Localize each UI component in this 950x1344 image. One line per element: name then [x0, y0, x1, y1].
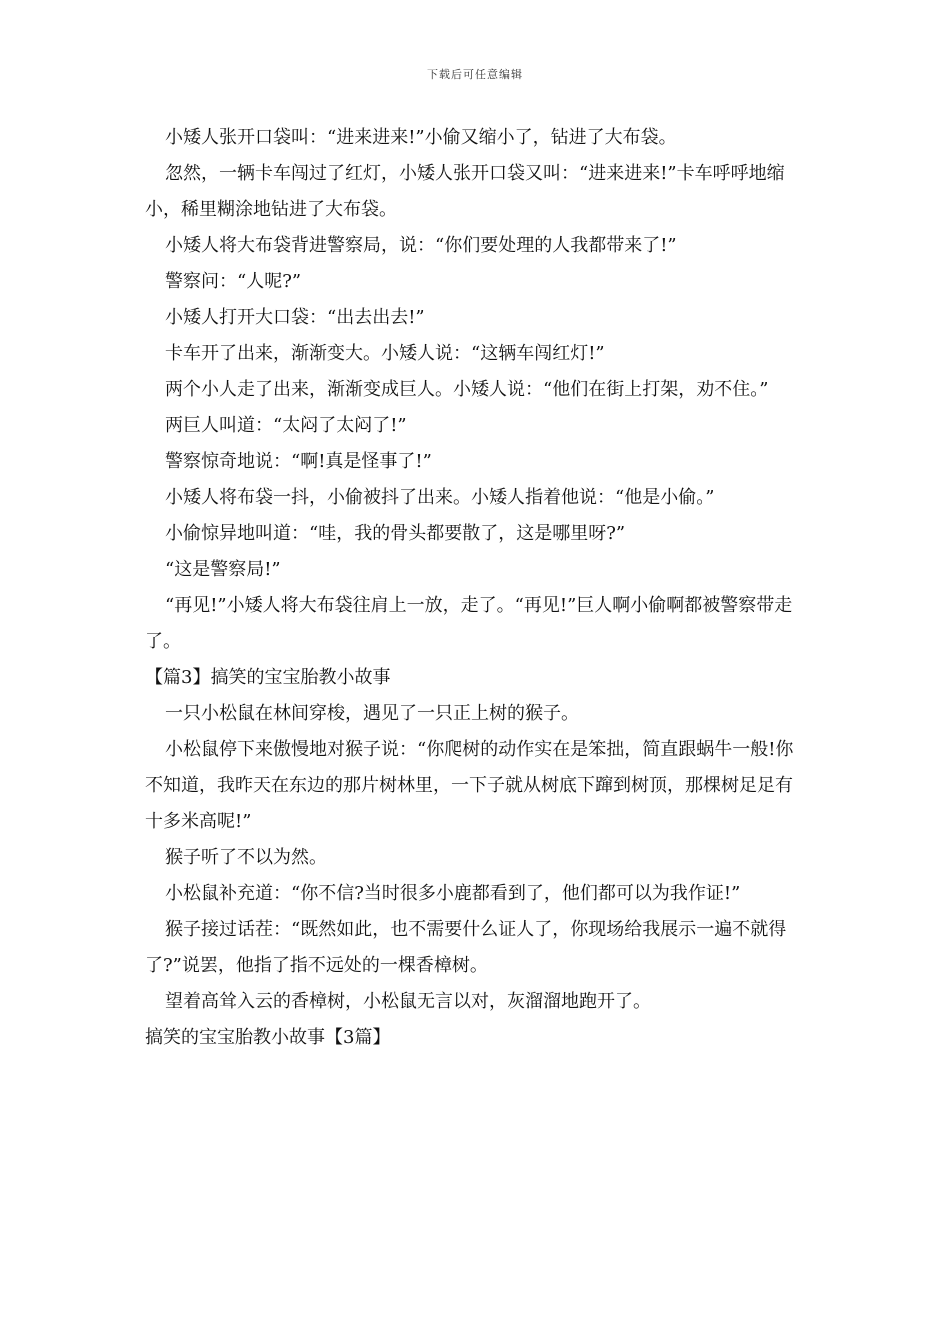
paragraph: 忽然，一辆卡车闯过了红灯，小矮人张开口袋又叫：“进来进来!”卡车呼呼地缩小，稀里糊涂地钻进了大布袋。 [145, 163, 785, 220]
paragraph: 小矮人将大布袋背进警察局，说：“你们要处理的人我都带来了!” [165, 235, 677, 256]
paragraph: 小偷惊异地叫道：“哇，我的骨头都要散了，这是哪里呀?” [165, 523, 626, 544]
paragraph: 小矮人将布袋一抖，小偷被抖了出来。小矮人指着他说：“他是小偷。” [165, 487, 715, 508]
paragraph: 小矮人打开大口袋：“出去出去!” [165, 307, 425, 328]
paragraph: 一只小松鼠在林间穿梭，遇见了一只正上树的猴子。 [165, 703, 579, 724]
paragraph: 猴子接过话茬：“既然如此，也不需要什么证人了，你现场给我展示一遍不就得了?”说罢，他指了指不远处的一棵香樟树。 [145, 919, 787, 976]
document-title-footer: 搞笑的宝宝胎教小故事【3篇】 [145, 1027, 391, 1048]
paragraph: 小松鼠停下来傲慢地对猴子说：“你爬树的动作实在是笨拙，简直跟蜗牛一般!你不知道，我昨天在东边的那片树林里，一下子就从树底下蹿到树顶，那棵树足足有十多米高呢!” [145, 739, 794, 832]
paragraph: 卡车开了出来，渐渐变大。小矮人说：“这辆车闯红灯!” [165, 343, 605, 364]
paragraph: 警察惊奇地说：“啊!真是怪事了!” [165, 451, 432, 472]
paragraph: 望着高耸入云的香樟树，小松鼠无言以对，灰溜溜地跑开了。 [165, 991, 651, 1012]
paragraph: “再见!”小矮人将大布袋往肩上一放，走了。“再见!”巨人啊小偷啊都被警察带走了。 [145, 595, 793, 652]
paragraph: 两巨人叫道：“太闷了太闷了!” [165, 415, 407, 436]
section-heading: 【篇3】搞笑的宝宝胎教小故事 [145, 667, 391, 688]
paragraph: 小松鼠补充道：“你不信?当时很多小鹿都看到了，他们都可以为我作证!” [165, 883, 741, 904]
paragraph: 警察问：“人呢?” [165, 271, 302, 292]
page-header: 下载后可任意编辑 [427, 68, 523, 81]
paragraph: 小矮人张开口袋叫：“进来进来!”小偷又缩小了，钻进了大布袋。 [165, 127, 677, 148]
paragraph: “这是警察局!” [165, 559, 281, 580]
paragraph: 猴子听了不以为然。 [165, 847, 327, 868]
paragraph: 两个小人走了出来，渐渐变成巨人。小矮人说：“他们在街上打架，劝不住。” [165, 379, 769, 400]
document-body [145, 120, 810, 1056]
